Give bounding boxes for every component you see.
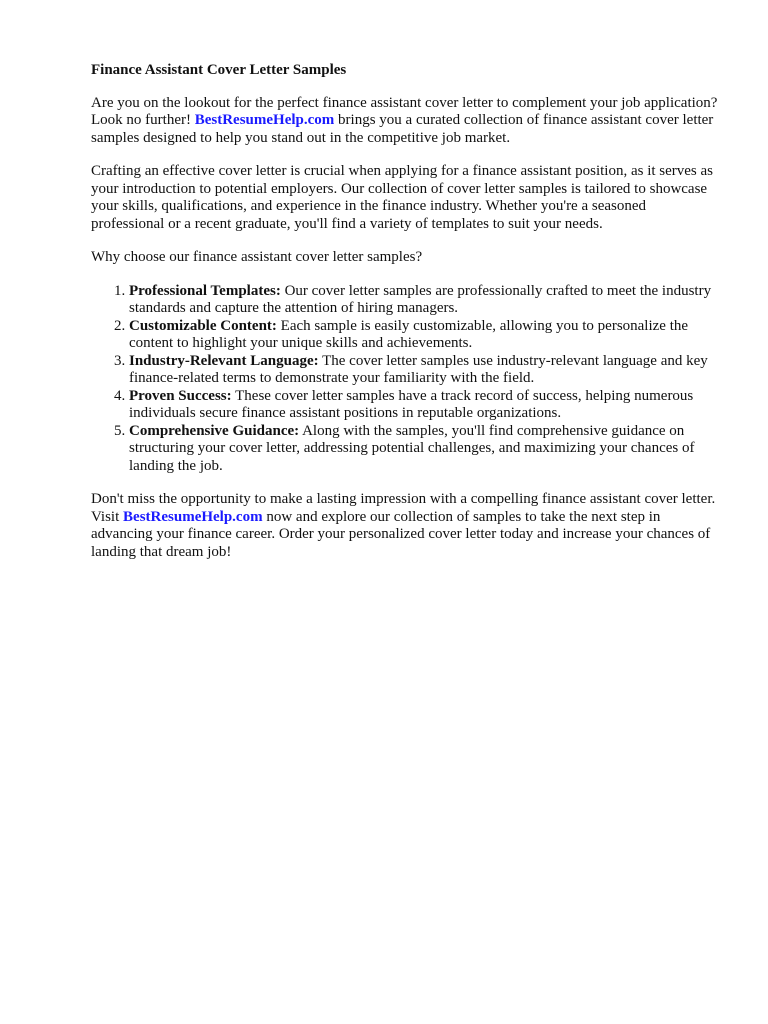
list-item-term: Industry-Relevant Language: (129, 352, 319, 369)
closing-text-before: Don't miss the opportunity to make a lasting impression with a compelling finance assistant cover letter. Visit (91, 491, 716, 525)
body-paragraph: Crafting an effective cover letter is crucial when applying for a finance assistant position, as it serves as your introduction to potential employers. Our collection of cover letter samples is tailored to showcase your skills, qualifications, and experience in the finance industry. Whether you're a seasoned professional or a recent graduate, you'll find a variety of templates to suit your needs. (91, 163, 714, 232)
list-item-term: Customizable Content: (129, 317, 277, 334)
document-page (91, 62, 721, 577)
list-item (129, 283, 721, 318)
question-paragraph: Why choose our finance assistant cover letter samples? (91, 249, 423, 265)
closing-text-after: now and explore our collection of samples to take the next step in advancing your finance career. Order your personalized cover letter today and increase your chances of landing that dream job! (91, 508, 711, 560)
document-title: Finance Assistant Cover Letter Samples (91, 62, 347, 78)
list-item-text: These cover letter samples have a track record of success, helping numerous individuals secure finance assistant positions in reputable organizations. (129, 387, 694, 421)
benefits-list (91, 283, 721, 476)
list-item-term: Comprehensive Guidance: (129, 422, 300, 439)
closing-link[interactable]: BestResumeHelp.com (123, 508, 263, 525)
closing-paragraph (91, 491, 721, 561)
list-item (129, 388, 721, 423)
intro-paragraph (91, 95, 721, 148)
intro-text-after: brings you a curated collection of finance assistant cover letter samples designed to help you stand out in the competitive job market. (91, 112, 714, 146)
list-item-text: Each sample is easily customizable, allowing you to personalize the content to highlight your unique skills and achievements. (129, 317, 689, 351)
list-item (129, 423, 721, 476)
intro-text-before: Are you on the lookout for the perfect finance assistant cover letter to complement your job application? Look no further! (91, 94, 718, 128)
list-item-term: Proven Success: (129, 387, 232, 404)
intro-link[interactable]: BestResumeHelp.com (194, 112, 335, 128)
list-item-text: Our cover letter samples are professionally crafted to meet the industry standards and capture the attention of hiring managers. (129, 282, 712, 316)
list-item-term: Professional Templates: (129, 282, 281, 299)
list-item (129, 353, 721, 388)
list-item-text: The cover letter samples use industry-relevant language and key finance-related terms to demonstrate your familiarity with the field. (129, 352, 708, 386)
list-item (129, 318, 721, 353)
list-item-text: Along with the samples, you'll find comprehensive guidance on structuring your cover letter, addressing potential challenges, and maximizing your chances of landing the job. (129, 422, 695, 474)
